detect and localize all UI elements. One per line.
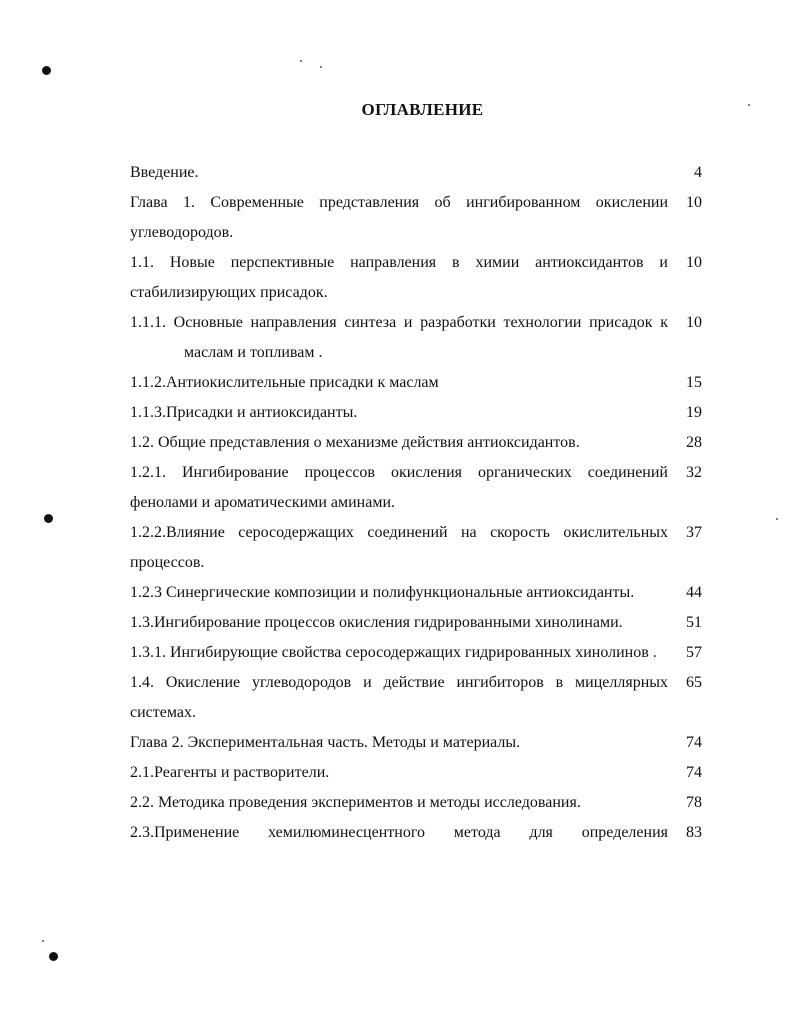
toc-entry-text: 1.2.2.Влияние серосодержащих соединений на скорость окислительных процессов. [130,524,668,571]
toc-entry-page: 28 [686,434,702,451]
toc-entry-page: 78 [686,794,702,811]
toc-entry-text: Глава 1. Современные представления об ингибированном окислении углеводородов. [130,194,668,241]
toc-entry-page: 10 [686,254,702,271]
toc-entry [130,638,702,668]
toc-entry [130,758,702,788]
toc-entry-text: 1.2.1. Ингибирование процессов окисления органических соединений фенолами и ароматическими аминами. [130,464,668,511]
toc-entry-text: 1.1. Новые перспективные направления в химии антиоксидантов и стабилизирующих присадок. [130,254,668,301]
toc-entry-page: 57 [686,644,702,661]
toc-entry-page: 19 [686,404,702,421]
toc-entry [130,368,702,398]
punch-hole-mark [49,952,58,961]
toc-entry-text: 2.1.Реагенты и растворители. [130,764,330,781]
toc-entry [130,428,702,458]
toc-entry-text: 1.2. Общие представления о механизме действия антиоксидантов. [130,434,580,451]
toc-entry [130,668,702,728]
scan-speck [776,518,778,520]
toc-entry-page: 10 [686,314,702,331]
toc-entry-page: 10 [686,194,702,211]
toc-entry [130,188,702,248]
toc-entry [130,728,702,758]
toc-entry-text: 1.2.3 Синергические композиции и полифункциональные антиоксиданты. [130,584,635,601]
toc-entry-text: 1.1.1. Основные направления синтеза и разработки технологии присадок к маслам и топливам . [130,314,668,361]
toc-entry-page: 83 [686,824,702,841]
toc-entry [130,788,702,818]
toc-entry-page: 65 [686,674,702,691]
toc-entry-text: 1.1.3.Присадки и антиоксиданты. [130,404,358,421]
toc-entry-page: 74 [686,734,702,751]
toc-entry-text: Введение. [130,164,199,181]
toc-entry [130,398,702,428]
punch-hole-mark [42,66,51,75]
toc-entry-text: 1.3.1. Ингибирующие свойства серосодержащих гидрированных хинолинов . [130,644,657,661]
toc-entry-text: 1.1.2.Антиокислительные присадки к маслам [130,374,439,391]
toc-entry-text: 2.2. Методика проведения экспериментов и методы исследования. [130,794,581,811]
scan-speck [42,940,44,942]
toc-entry [130,308,702,368]
scan-speck [300,60,302,62]
toc-entry [130,518,702,578]
toc-entry-text: 1.4. Окисление углеводородов и действие ингибиторов в мицеллярных системах. [130,674,668,721]
toc-entry-page: 15 [686,374,702,391]
scan-speck [320,66,322,68]
toc-entry-page: 37 [686,524,702,541]
toc-entry-text: Глава 2. Экспериментальная часть. Методы и материалы. [130,734,521,751]
toc-entry [130,458,702,518]
toc-entry-page: 4 [694,164,702,181]
toc-entry-text: 1.3.Ингибирование процессов окисления гидрированными хинолинами. [130,614,623,631]
toc-entry [130,818,702,848]
toc-entry-page: 74 [686,764,702,781]
table-of-contents [130,158,702,848]
toc-entry-page: 32 [686,464,702,481]
toc-entry [130,578,702,608]
toc-entry [130,158,702,188]
toc-entry-page: 51 [686,614,702,631]
punch-hole-mark [44,514,53,523]
toc-entry [130,608,702,638]
toc-entry-text: 2.3.Применение хемилюминесцентного метода для определения [130,824,668,841]
toc-entry-page: 44 [686,584,702,601]
toc-entry [130,248,702,308]
page-title: ОГЛАВЛЕНИЕ [361,100,484,119]
